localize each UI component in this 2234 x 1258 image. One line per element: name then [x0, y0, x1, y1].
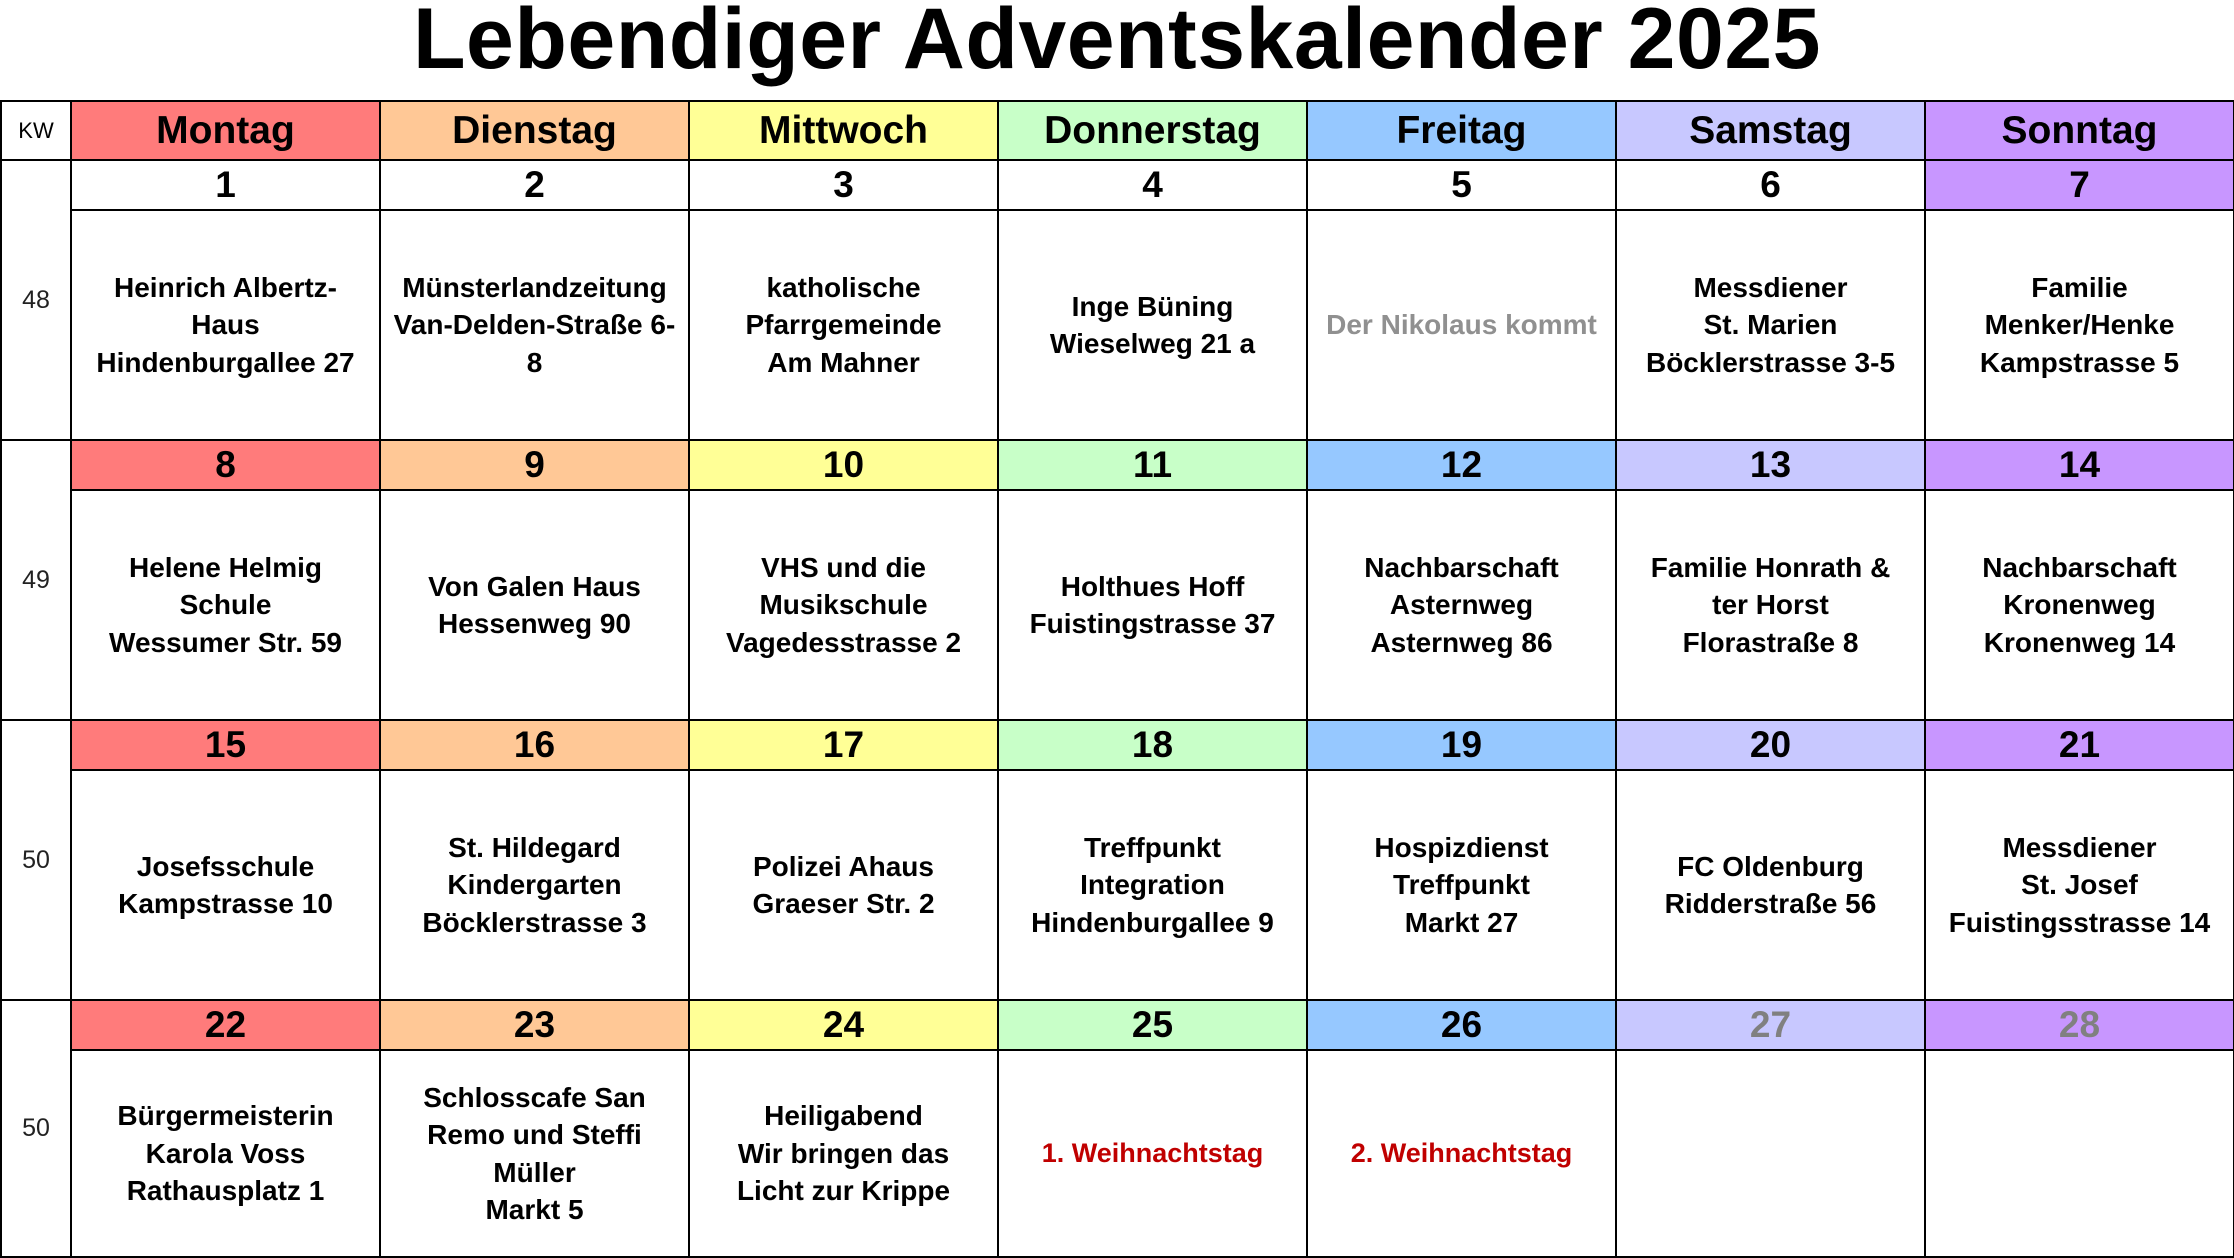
day-entry-cell	[689, 490, 998, 720]
event-entry: Holthues Hoff Fuistingstrasse 37	[1029, 570, 1276, 639]
event-entry: Münsterlandzeitung Van-Delden-Straße 6- 8	[393, 271, 676, 378]
day-entry-cell	[1925, 490, 2234, 720]
weekday-header-mittwoch: Mittwoch	[689, 101, 998, 160]
date-number: 14	[1925, 440, 2234, 490]
weekday-header-samstag: Samstag	[1616, 101, 1925, 160]
date-number: 18	[998, 720, 1307, 770]
event-entry: Heiligabend Wir bringen das Licht zur Krippe	[736, 1100, 951, 1207]
day-entry-cell	[71, 210, 380, 440]
weekday-header-row	[1, 101, 2234, 160]
event-entry: katholische Pfarrgemeinde Am Mahner	[745, 271, 942, 378]
day-entry-cell	[689, 210, 998, 440]
date-number: 10	[689, 440, 998, 490]
date-number: 22	[71, 1000, 380, 1050]
event-entry: St. Hildegard Kindergarten Böcklerstrasse 3	[422, 831, 647, 938]
date-row-week-3	[1, 720, 2234, 770]
date-row-week-1	[1, 160, 2234, 210]
holiday-entry: 1. Weihnachtstag	[1041, 1137, 1264, 1168]
date-number: 16	[380, 720, 689, 770]
day-entry-cell	[1307, 210, 1616, 440]
day-entry-cell	[380, 770, 689, 1000]
weekday-header-freitag: Freitag	[1307, 101, 1616, 160]
date-number: 12	[1307, 440, 1616, 490]
event-entry-nikolaus: Der Nikolaus kommt	[1326, 309, 1597, 341]
day-entry-cell	[1307, 1050, 1616, 1257]
day-entry-cell	[998, 490, 1307, 720]
event-entry: Messdiener St. Marien Böcklerstrasse 3-5	[1645, 271, 1896, 378]
event-entry: Nachbarschaft Kronenweg Kronenweg 14	[1982, 551, 2177, 658]
date-number: 26	[1307, 1000, 1616, 1050]
day-entry-cell	[998, 770, 1307, 1000]
day-entry-cell	[380, 490, 689, 720]
entry-row-week-4	[1, 1050, 2234, 1257]
event-entry: Inge Büning Wieselweg 21 a	[1049, 290, 1256, 359]
day-entry-cell	[1925, 770, 2234, 1000]
day-entry-cell	[380, 210, 689, 440]
day-entry-cell	[71, 770, 380, 1000]
page-title: Lebendiger Adventskalender 2025	[413, 0, 1821, 87]
event-entry: Nachbarschaft Asternweg Asternweg 86	[1364, 551, 1559, 658]
date-row-week-4	[1, 1000, 2234, 1050]
kw-number: 48	[1, 160, 71, 440]
day-entry-cell	[71, 490, 380, 720]
day-entry-cell	[1925, 210, 2234, 440]
day-entry-cell	[689, 770, 998, 1000]
weekday-header-donnerstag: Donnerstag	[998, 101, 1307, 160]
date-number: 17	[689, 720, 998, 770]
date-number: 23	[380, 1000, 689, 1050]
advent-calendar-table	[0, 100, 2234, 1258]
kw-number: 49	[1, 440, 71, 720]
date-number: 11	[998, 440, 1307, 490]
event-entry: Familie Honrath & ter Horst Florastraße 8	[1650, 551, 1891, 658]
date-number: 2	[380, 160, 689, 210]
event-entry: Heinrich Albertz- Haus Hindenburgallee 27	[96, 271, 355, 378]
event-entry: Helene Helmig Schule Wessumer Str. 59	[109, 551, 342, 658]
day-entry-cell	[689, 1050, 998, 1257]
date-number: 5	[1307, 160, 1616, 210]
weekday-header-dienstag: Dienstag	[380, 101, 689, 160]
kw-number: 50	[1, 720, 71, 1000]
weekday-header-montag: Montag	[71, 101, 380, 160]
date-number: 8	[71, 440, 380, 490]
event-entry: Schlosscafe San Remo und Steffi Müller Markt 5	[423, 1081, 646, 1225]
event-entry: Polizei Ahaus Graeser Str. 2	[752, 850, 935, 919]
entry-row-week-2	[1, 490, 2234, 720]
day-entry-cell	[71, 1050, 380, 1257]
event-entry: Hospizdienst Treffpunkt Markt 27	[1374, 831, 1549, 938]
event-entry: FC Oldenburg Ridderstraße 56	[1664, 850, 1877, 919]
entry-row-week-3	[1, 770, 2234, 1000]
date-number: 24	[689, 1000, 998, 1050]
date-number: 28	[1925, 1000, 2234, 1050]
date-number: 7	[1925, 160, 2234, 210]
day-entry-cell	[998, 1050, 1307, 1257]
date-number: 15	[71, 720, 380, 770]
date-number: 1	[71, 160, 380, 210]
event-entry: Messdiener St. Josef Fuistingsstrasse 14	[1948, 831, 2211, 938]
weekday-header-sonntag: Sonntag	[1925, 101, 2234, 160]
event-entry: Bürgermeisterin Karola Voss Rathausplatz 1	[117, 1100, 334, 1207]
date-number: 20	[1616, 720, 1925, 770]
date-number: 3	[689, 160, 998, 210]
date-number: 27	[1616, 1000, 1925, 1050]
event-entry: Josefsschule Kampstrasse 10	[118, 850, 333, 919]
holiday-entry: 2. Weihnachtstag	[1350, 1137, 1573, 1168]
day-entry-cell	[1616, 210, 1925, 440]
day-entry-cell	[1616, 490, 1925, 720]
day-entry-cell	[1307, 770, 1616, 1000]
day-entry-cell	[1616, 770, 1925, 1000]
event-entry: Von Galen Haus Hessenweg 90	[428, 570, 641, 639]
event-entry: Familie Menker/Henke Kampstrasse 5	[1979, 271, 2180, 378]
day-entry-cell	[1307, 490, 1616, 720]
date-number: 19	[1307, 720, 1616, 770]
entry-row-week-1	[1, 210, 2234, 440]
date-number: 4	[998, 160, 1307, 210]
date-number: 6	[1616, 160, 1925, 210]
day-entry-cell	[1925, 1050, 2234, 1257]
day-entry-cell	[998, 210, 1307, 440]
kw-number: 50	[1, 1000, 71, 1257]
day-entry-cell	[380, 1050, 689, 1257]
date-number: 13	[1616, 440, 1925, 490]
day-entry-cell	[1616, 1050, 1925, 1257]
date-number: 21	[1925, 720, 2234, 770]
event-entry: VHS und die Musikschule Vagedesstrasse 2	[725, 551, 962, 658]
date-number: 25	[998, 1000, 1307, 1050]
kw-column-header: KW	[1, 101, 71, 160]
date-row-week-2	[1, 440, 2234, 490]
date-number: 9	[380, 440, 689, 490]
event-entry: Treffpunkt Integration Hindenburgallee 9	[1031, 831, 1274, 938]
